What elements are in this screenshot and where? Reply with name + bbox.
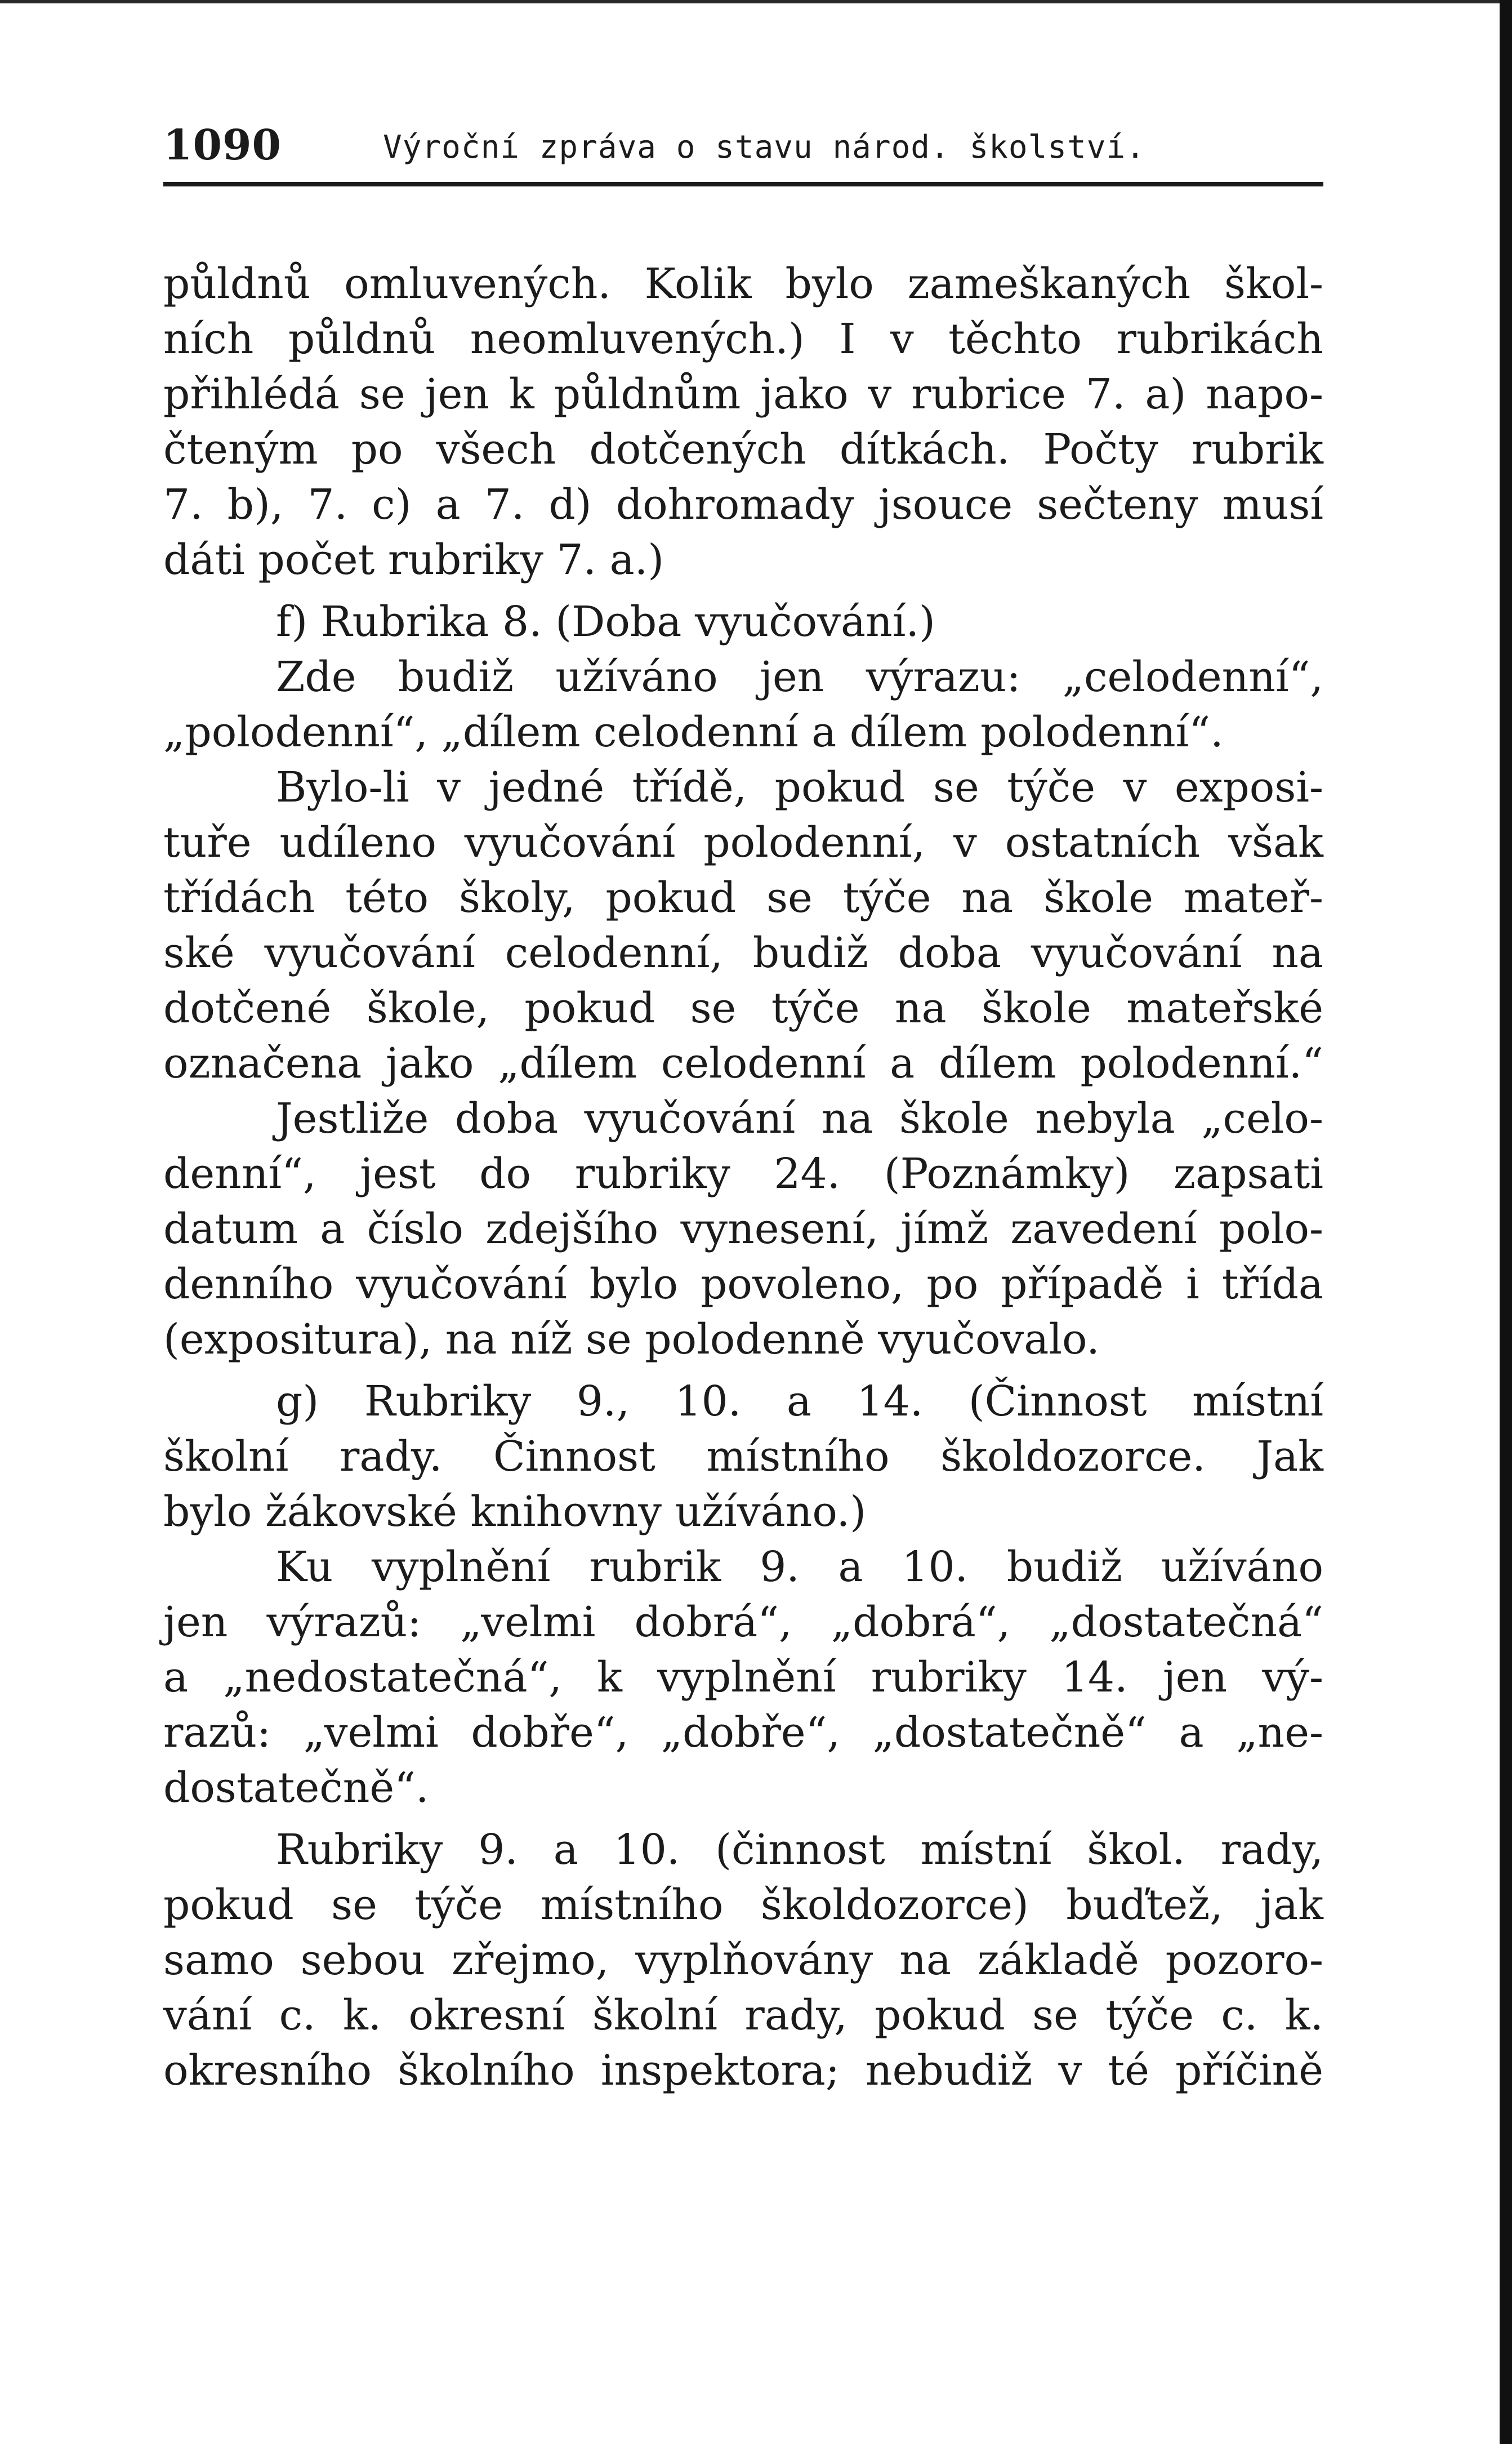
text-line: bylo žákovské knihovny užíváno.): [163, 1488, 867, 1536]
text-line: pokud se týče místního školdozorce) buďtež, jak: [163, 1881, 1323, 1929]
text-line: třídách této školy, pokud se týče na škole mateř-: [163, 874, 1323, 922]
scan-edge-top: [0, 0, 1512, 3]
text-line: dostatečně“.: [163, 1764, 429, 1812]
text-line: Rubriky 9. a 10. (činnost místní škol. rady,: [276, 1826, 1323, 1874]
text-line: jen výrazů: „velmi dobrá“, „dobrá“, „dostatečná“: [163, 1598, 1323, 1646]
text-line: denního vyučování bylo povoleno, po případě i třída: [163, 1260, 1323, 1308]
body-text: [163, 256, 1323, 2098]
text-line: Ku vyplnění rubrik 9. a 10. budiž užíváno: [276, 1543, 1323, 1591]
text-line: Jestliže doba vyučování na škole nebyla „celo-: [276, 1094, 1323, 1143]
text-line: Zde budiž užíváno jen výrazu: „celodenní“,: [276, 653, 1323, 701]
text-line: 7. b), 7. c) a 7. d) dohromady jsouce sečteny musí: [163, 480, 1323, 529]
text-line: ské vyučování celodenní, budiž doba vyučování na: [163, 929, 1323, 977]
text-line: okresního školního inspektora; nebudiž v té příčině: [163, 2046, 1323, 2095]
text-line: Bylo-li v jedné třídě, pokud se týče v exposi-: [276, 763, 1323, 812]
text-line: „polodenní“, „dílem celodenní a dílem polodenní“.: [163, 708, 1224, 756]
header-rule: [163, 182, 1323, 186]
text-line: tuře udíleno vyučování polodenní, v ostatních však: [163, 818, 1323, 867]
text-line: datum a číslo zdejšího vynesení, jímž zavedení polo-: [163, 1205, 1323, 1253]
section-heading-g: g) Rubriky 9., 10. a 14. (Činnost místní: [276, 1377, 1323, 1426]
text-line: dotčené škole, pokud se týče na škole mateřské: [163, 984, 1323, 1032]
running-title: Výroční zpráva o stavu národ. školství.: [383, 129, 1145, 166]
text-line: přihlédá se jen k půldnům jako v rubrice 7. a) napo-: [163, 370, 1323, 419]
text-line: vání c. k. okresní školní rady, pokud se týče c. k.: [163, 1991, 1323, 2040]
text-line: označena jako „dílem celodenní a dílem polodenní.“: [163, 1039, 1323, 1088]
scan-edge-right: [1500, 0, 1512, 2444]
text-line: denní“, jest do rubriky 24. (Poznámky) zapsati: [163, 1150, 1323, 1198]
text-line: půldnů omluvených. Kolik bylo zameškaných škol-: [163, 260, 1323, 308]
text-line: školní rady. Činnost místního školdozorce. Jak: [163, 1432, 1323, 1481]
text-line: samo sebou zřejmo, vyplňovány na základě pozoro-: [163, 1936, 1323, 1984]
text-line: čteným po všech dotčených dítkách. Počty rubrik: [163, 425, 1323, 474]
page-header: [163, 121, 1323, 172]
text-line: (expositura), na níž se polodenně vyučovalo.: [163, 1315, 1100, 1364]
text-line: razů: „velmi dobře“, „dobře“, „dostatečně“ a „ne-: [163, 1708, 1323, 1757]
text-line: a „nedostatečná“, k vyplnění rubriky 14. jen vý-: [163, 1653, 1323, 1702]
text-line: dáti počet rubriky 7. a.): [163, 536, 664, 584]
text-line: ních půldnů neomluvených.) I v těchto rubrikách: [163, 315, 1323, 363]
page-number: 1090: [163, 121, 282, 170]
section-heading-f: f) Rubrika 8. (Doba vyučování.): [276, 598, 935, 646]
